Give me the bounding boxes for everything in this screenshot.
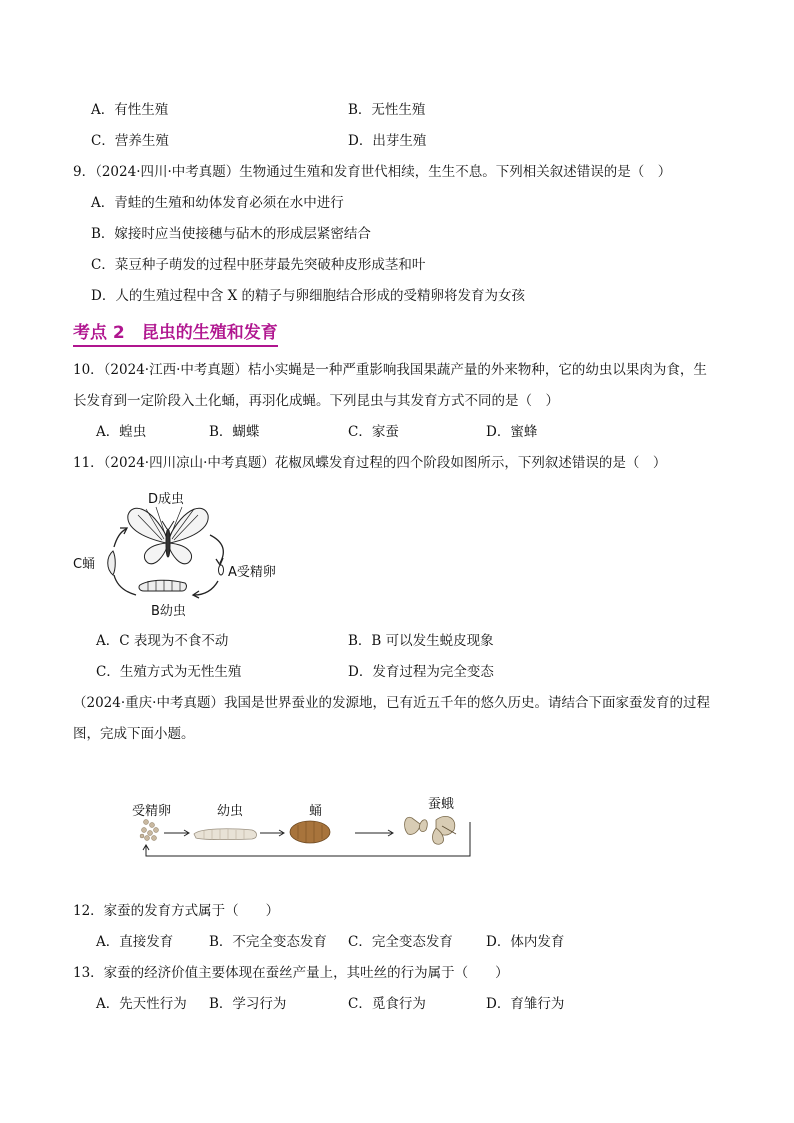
silkworm-label-egg: 受精卵 [132, 804, 172, 819]
q12-option-a: A．直接发育 [96, 934, 174, 950]
silkworm-pupa-icon [290, 821, 330, 843]
q8-option-d: D．出芽生殖 [348, 133, 427, 149]
q8-option-c: C．营养生殖 [91, 133, 169, 149]
q11-option-d: D．发育过程为完全变态 [348, 664, 494, 680]
diagram-label-larva: B幼虫 [151, 604, 186, 619]
diagram-label-pupa: C蛹 [73, 557, 96, 572]
q11-option-c: C．生殖方式为无性生殖 [96, 664, 242, 680]
silkworm-moth-icon [405, 816, 456, 844]
q12-option-c: C．完全变态发育 [348, 934, 453, 950]
cycle-arrow-c-to-d [114, 529, 126, 547]
q10-option-a: A．蝗虫 [96, 424, 147, 440]
butterfly-adult-icon [128, 507, 208, 564]
q13-option-d: D．育雏行为 [486, 996, 565, 1012]
q13-option-a: A．先天性行为 [96, 996, 187, 1012]
q13-stem: 13．家蚕的经济价值主要体现在蚕丝产量上，其吐丝的行为属于（ ） [73, 965, 509, 981]
q11-option-b: B．B 可以发生蜕皮现象 [348, 633, 494, 649]
diagram-label-egg: A受精卵 [228, 565, 276, 580]
q13-option-b: B．学习行为 [209, 996, 287, 1012]
larva-icon [139, 580, 186, 591]
silkworm-larva-icon [194, 829, 257, 840]
q9-option-a: A．青蛙的生殖和幼体发育必须在水中进行 [91, 195, 344, 211]
cycle-arrow-d-to-a [210, 535, 223, 563]
silkworm-label-moth: 蚕蛾 [428, 797, 455, 812]
q13-option-c: C．觅食行为 [348, 996, 426, 1012]
q12-option-b: B．不完全变态发育 [209, 934, 327, 950]
shared-stem-line2: 图，完成下面小题。 [73, 726, 195, 742]
egg-icon [219, 565, 224, 575]
q10-stem-line1: 10．（2024·江西·中考真题）桔小实蝇是一种严重影响我国果蔬产量的外来物种，它的幼虫以果肉为食，生 [73, 362, 707, 378]
q11-option-a: A．C 表现为不食不动 [96, 633, 229, 649]
q11-stem: 11．（2024·四川凉山·中考真题）花椒凤蝶发育过程的四个阶段如图所示，下列叙述错误的是（ ） [73, 455, 667, 471]
q9-option-c: C．菜豆种子萌发的过程中胚芽最先突破种皮形成茎和叶 [91, 257, 426, 273]
q9-stem: 9．（2024·四川·中考真题）生物通过生殖和发育世代相续，生生不息。下列相关叙述错误的是（ ） [73, 164, 672, 180]
q9-option-b: B．嫁接时应当使接穗与砧木的形成层紧密结合 [91, 226, 371, 242]
q10-option-d: D．蜜蜂 [486, 424, 538, 440]
q8-option-a: A．有性生殖 [91, 102, 169, 118]
cycle-arrow-b-to-c [114, 575, 136, 595]
silkworm-eggs-icon [140, 820, 159, 841]
q8-option-b: B．无性生殖 [348, 102, 426, 118]
q12-option-d: D．体内发育 [486, 934, 565, 950]
section-heading: 考点 2 昆虫的生殖和发育 [73, 322, 278, 347]
q12-stem: 12．家蚕的发育方式属于（ ） [73, 903, 280, 919]
cycle-arrow-a-to-b [194, 581, 218, 595]
silkworm-label-larva: 幼虫 [217, 804, 244, 819]
q10-stem-line2: 长发育到一定阶段入土化蛹，再羽化成蝇。下列昆虫与其发育方式不同的是（ ） [73, 393, 559, 409]
silkworm-label-pupa: 蛹 [309, 804, 323, 819]
q9-option-d: D．人的生殖过程中含 X 的精子与卵细胞结合形成的受精卵将发育为女孩 [91, 288, 526, 304]
diagram-label-adult: D成虫 [148, 492, 185, 507]
q10-option-c: C．家蚕 [348, 424, 399, 440]
shared-stem-line1: （2024·重庆·中考真题）我国是世界蚕业的发源地，已有近五千年的悠久历史。请结合下面家蚕发育的过程 [73, 695, 710, 711]
pupa-icon [108, 551, 116, 575]
q10-option-b: B．蝴蝶 [209, 424, 260, 440]
